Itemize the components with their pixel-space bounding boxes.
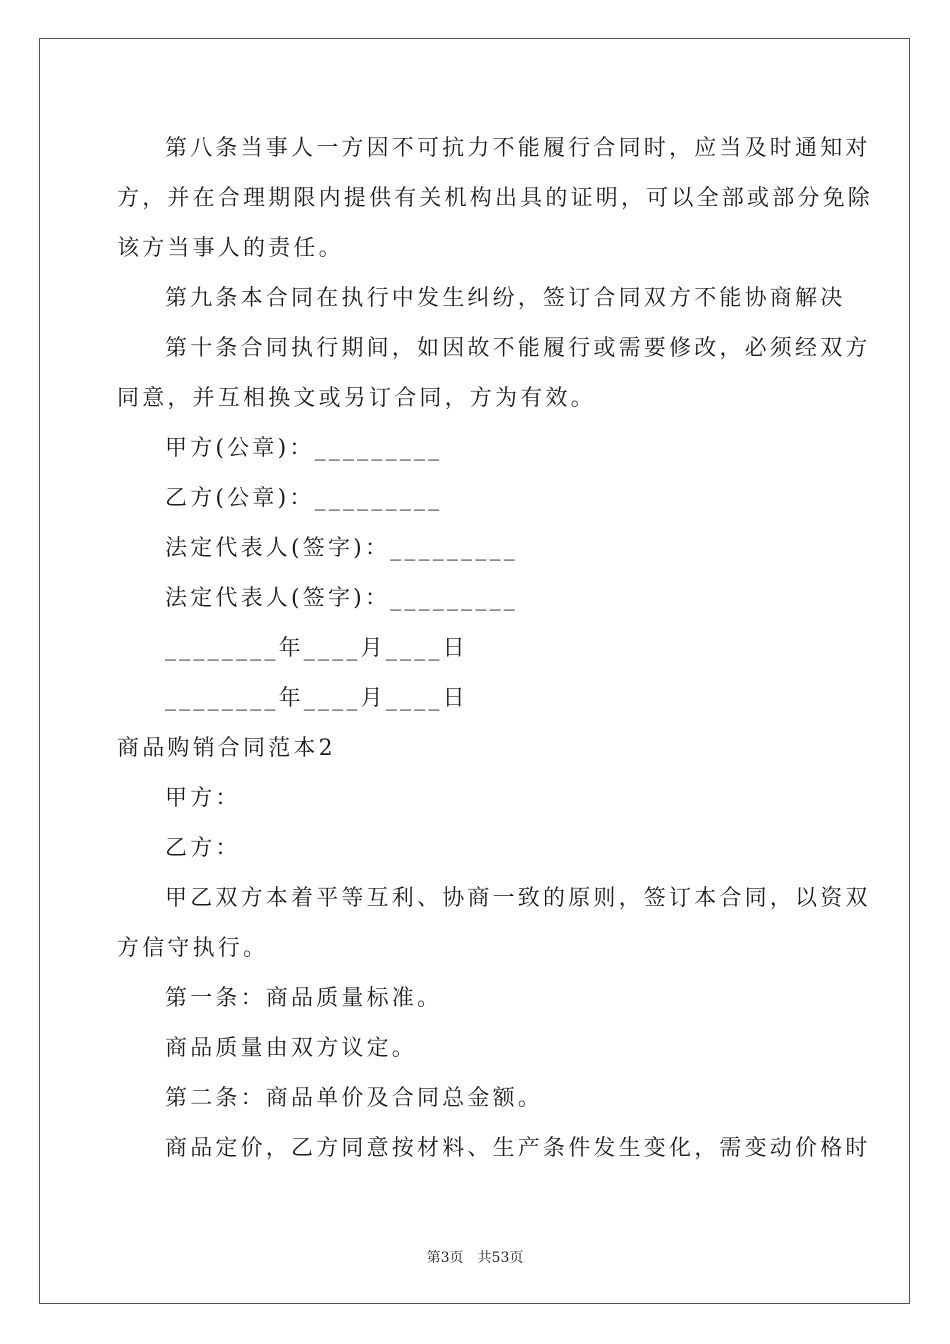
legal-rep-signature-line: 法定代表人(签字)：_________ [165, 586, 518, 611]
date-line: ________年____月____日 [165, 636, 468, 661]
section-title: 商品购销合同范本2 [117, 736, 336, 761]
date-line: ________年____月____日 [165, 686, 468, 711]
paragraph: 商品定价，乙方同意按材料、生产条件发生变化，需变动价格时 [165, 1136, 871, 1161]
page-number: 第3页 [426, 1250, 464, 1266]
paragraph: 第十条合同执行期间，如因故不能履行或需要修改，必须经双方 [165, 336, 871, 361]
party-b-label: 乙方： [165, 836, 241, 861]
paragraph: 第九条本合同在执行中发生纠纷，签订合同双方不能协商解决 [165, 286, 846, 311]
party-a-seal-line: 甲方(公章)：_________ [165, 436, 443, 461]
paragraph: 该方当事人的责任。 [117, 236, 344, 261]
paragraph: 第八条当事人一方因不可抗力不能履行合同时，应当及时通知对 [165, 136, 871, 161]
paragraph: 商品质量由双方议定。 [165, 1036, 418, 1061]
page-total: 共53页 [477, 1250, 524, 1266]
party-b-seal-line: 乙方(公章)：_________ [165, 486, 443, 511]
document-body [117, 124, 874, 1174]
paragraph: 甲乙双方本着平等互利、协商一致的原则，签订本合同，以资双 [165, 886, 871, 911]
paragraph: 方，并在合理期限内提供有关机构出具的证明，可以全部或部分免除 [117, 186, 874, 211]
legal-rep-signature-line: 法定代表人(签字)：_________ [165, 536, 518, 561]
party-a-label: 甲方： [165, 786, 241, 811]
article-heading: 第一条：商品质量标准。 [165, 986, 443, 1011]
article-heading: 第二条：商品单价及合同总金额。 [165, 1086, 544, 1111]
page-footer [0, 1247, 950, 1267]
paragraph: 方信守执行。 [117, 936, 269, 961]
paragraph: 同意，并互相换文或另订合同，方为有效。 [117, 386, 596, 411]
